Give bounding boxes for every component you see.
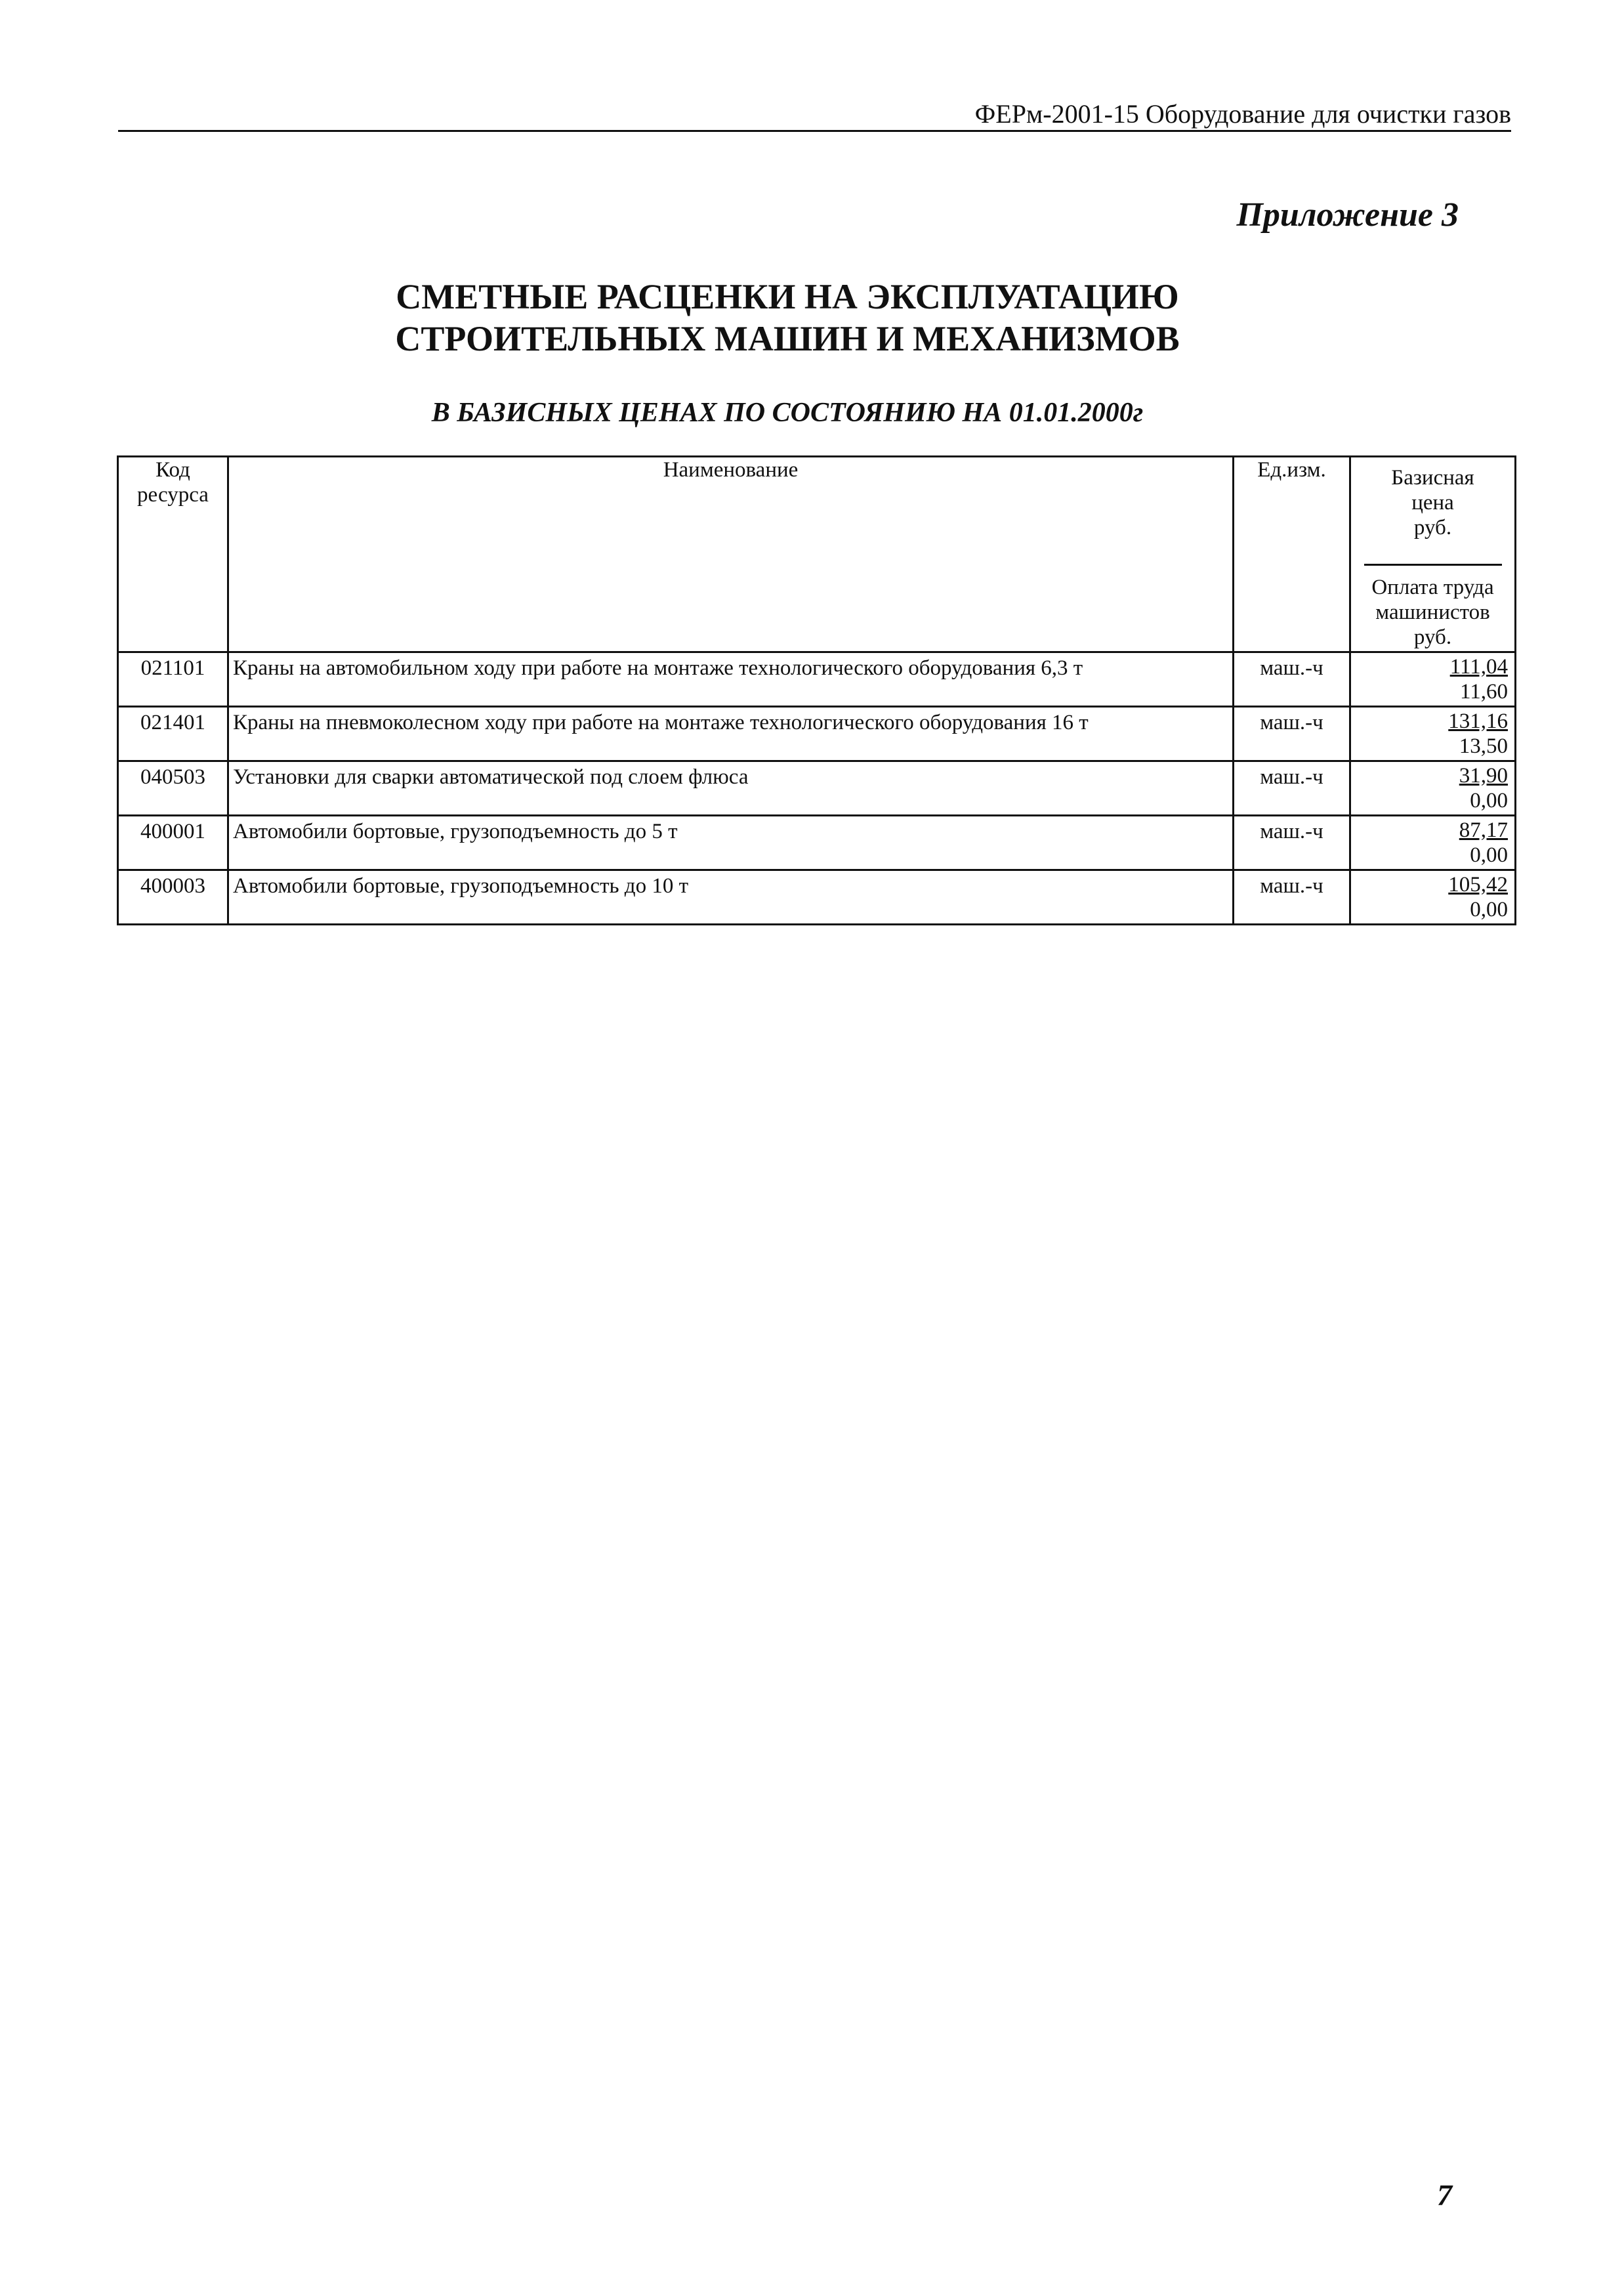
header-rule	[118, 130, 1511, 132]
operator-wage: 0,00	[1470, 789, 1508, 813]
resource-code: 040503	[118, 761, 228, 816]
resource-unit: маш.-ч	[1234, 761, 1350, 816]
resource-name: Краны на автомобильном ходу при работе на монтаже технологического оборудования 6,3 т	[228, 652, 1234, 707]
operator-wage: 11,60	[1459, 680, 1508, 704]
resource-name: Установки для сварки автоматической под слоем флюса	[228, 761, 1234, 816]
resource-unit: маш.-ч	[1234, 816, 1350, 870]
resource-code: 021101	[118, 652, 228, 707]
resource-price-cell	[1350, 870, 1516, 925]
page-number: 7	[1437, 2178, 1452, 2212]
table-row	[118, 652, 1516, 707]
table-header-row	[118, 457, 1516, 652]
header-name: Наименование	[228, 457, 1234, 652]
resource-price-cell	[1350, 816, 1516, 870]
resource-name: Автомобили бортовые, грузоподъемность до 10 т	[228, 870, 1234, 925]
base-price: 87,17	[1459, 818, 1508, 842]
resource-unit: маш.-ч	[1234, 652, 1350, 707]
running-header: ФЕРм-2001-15 Оборудование для очистки газов	[974, 99, 1511, 129]
appendix-label: Приложение 3	[1236, 196, 1459, 234]
base-price: 111,04	[1449, 655, 1508, 679]
header-base-price: Базисная цена руб.	[1391, 466, 1474, 539]
header-unit: Ед.изм.	[1234, 457, 1350, 652]
resource-unit: маш.-ч	[1234, 707, 1350, 761]
title-line-2: СТРОИТЕЛЬНЫХ МАШИН И МЕХАНИЗМОВ	[395, 319, 1180, 358]
document-subtitle: В БАЗИСНЫХ ЦЕНАХ ПО СОСТОЯНИЮ НА 01.01.2000г	[431, 398, 1144, 428]
base-price: 105,42	[1448, 873, 1508, 897]
rates-table	[117, 455, 1516, 925]
resource-price-cell	[1350, 761, 1516, 816]
resource-price-cell	[1350, 707, 1516, 761]
resource-code: 400003	[118, 870, 228, 925]
table-row	[118, 707, 1516, 761]
header-price	[1350, 457, 1516, 652]
operator-wage: 13,50	[1459, 734, 1508, 758]
resource-name: Автомобили бортовые, грузоподъемность до 5 т	[228, 816, 1234, 870]
table-row	[118, 870, 1516, 925]
header-code: Код ресурса	[118, 457, 228, 652]
header-operator-wage: Оплата труда машинистов руб.	[1371, 576, 1494, 649]
resource-code: 400001	[118, 816, 228, 870]
operator-wage: 0,00	[1470, 898, 1508, 921]
resource-unit: маш.-ч	[1234, 870, 1350, 925]
resource-code: 021401	[118, 707, 228, 761]
table-row	[118, 761, 1516, 816]
base-price: 31,90	[1459, 764, 1508, 788]
resource-price-cell	[1350, 652, 1516, 707]
document-title	[0, 276, 1575, 360]
table-row	[118, 816, 1516, 870]
base-price: 131,16	[1448, 709, 1508, 733]
operator-wage: 0,00	[1470, 843, 1508, 867]
resource-name: Краны на пневмоколесном ходу при работе на монтаже технологического оборудования 16 т	[228, 707, 1234, 761]
title-line-1: СМЕТНЫЕ РАСЦЕНКИ НА ЭКСПЛУАТАЦИЮ	[396, 277, 1179, 316]
